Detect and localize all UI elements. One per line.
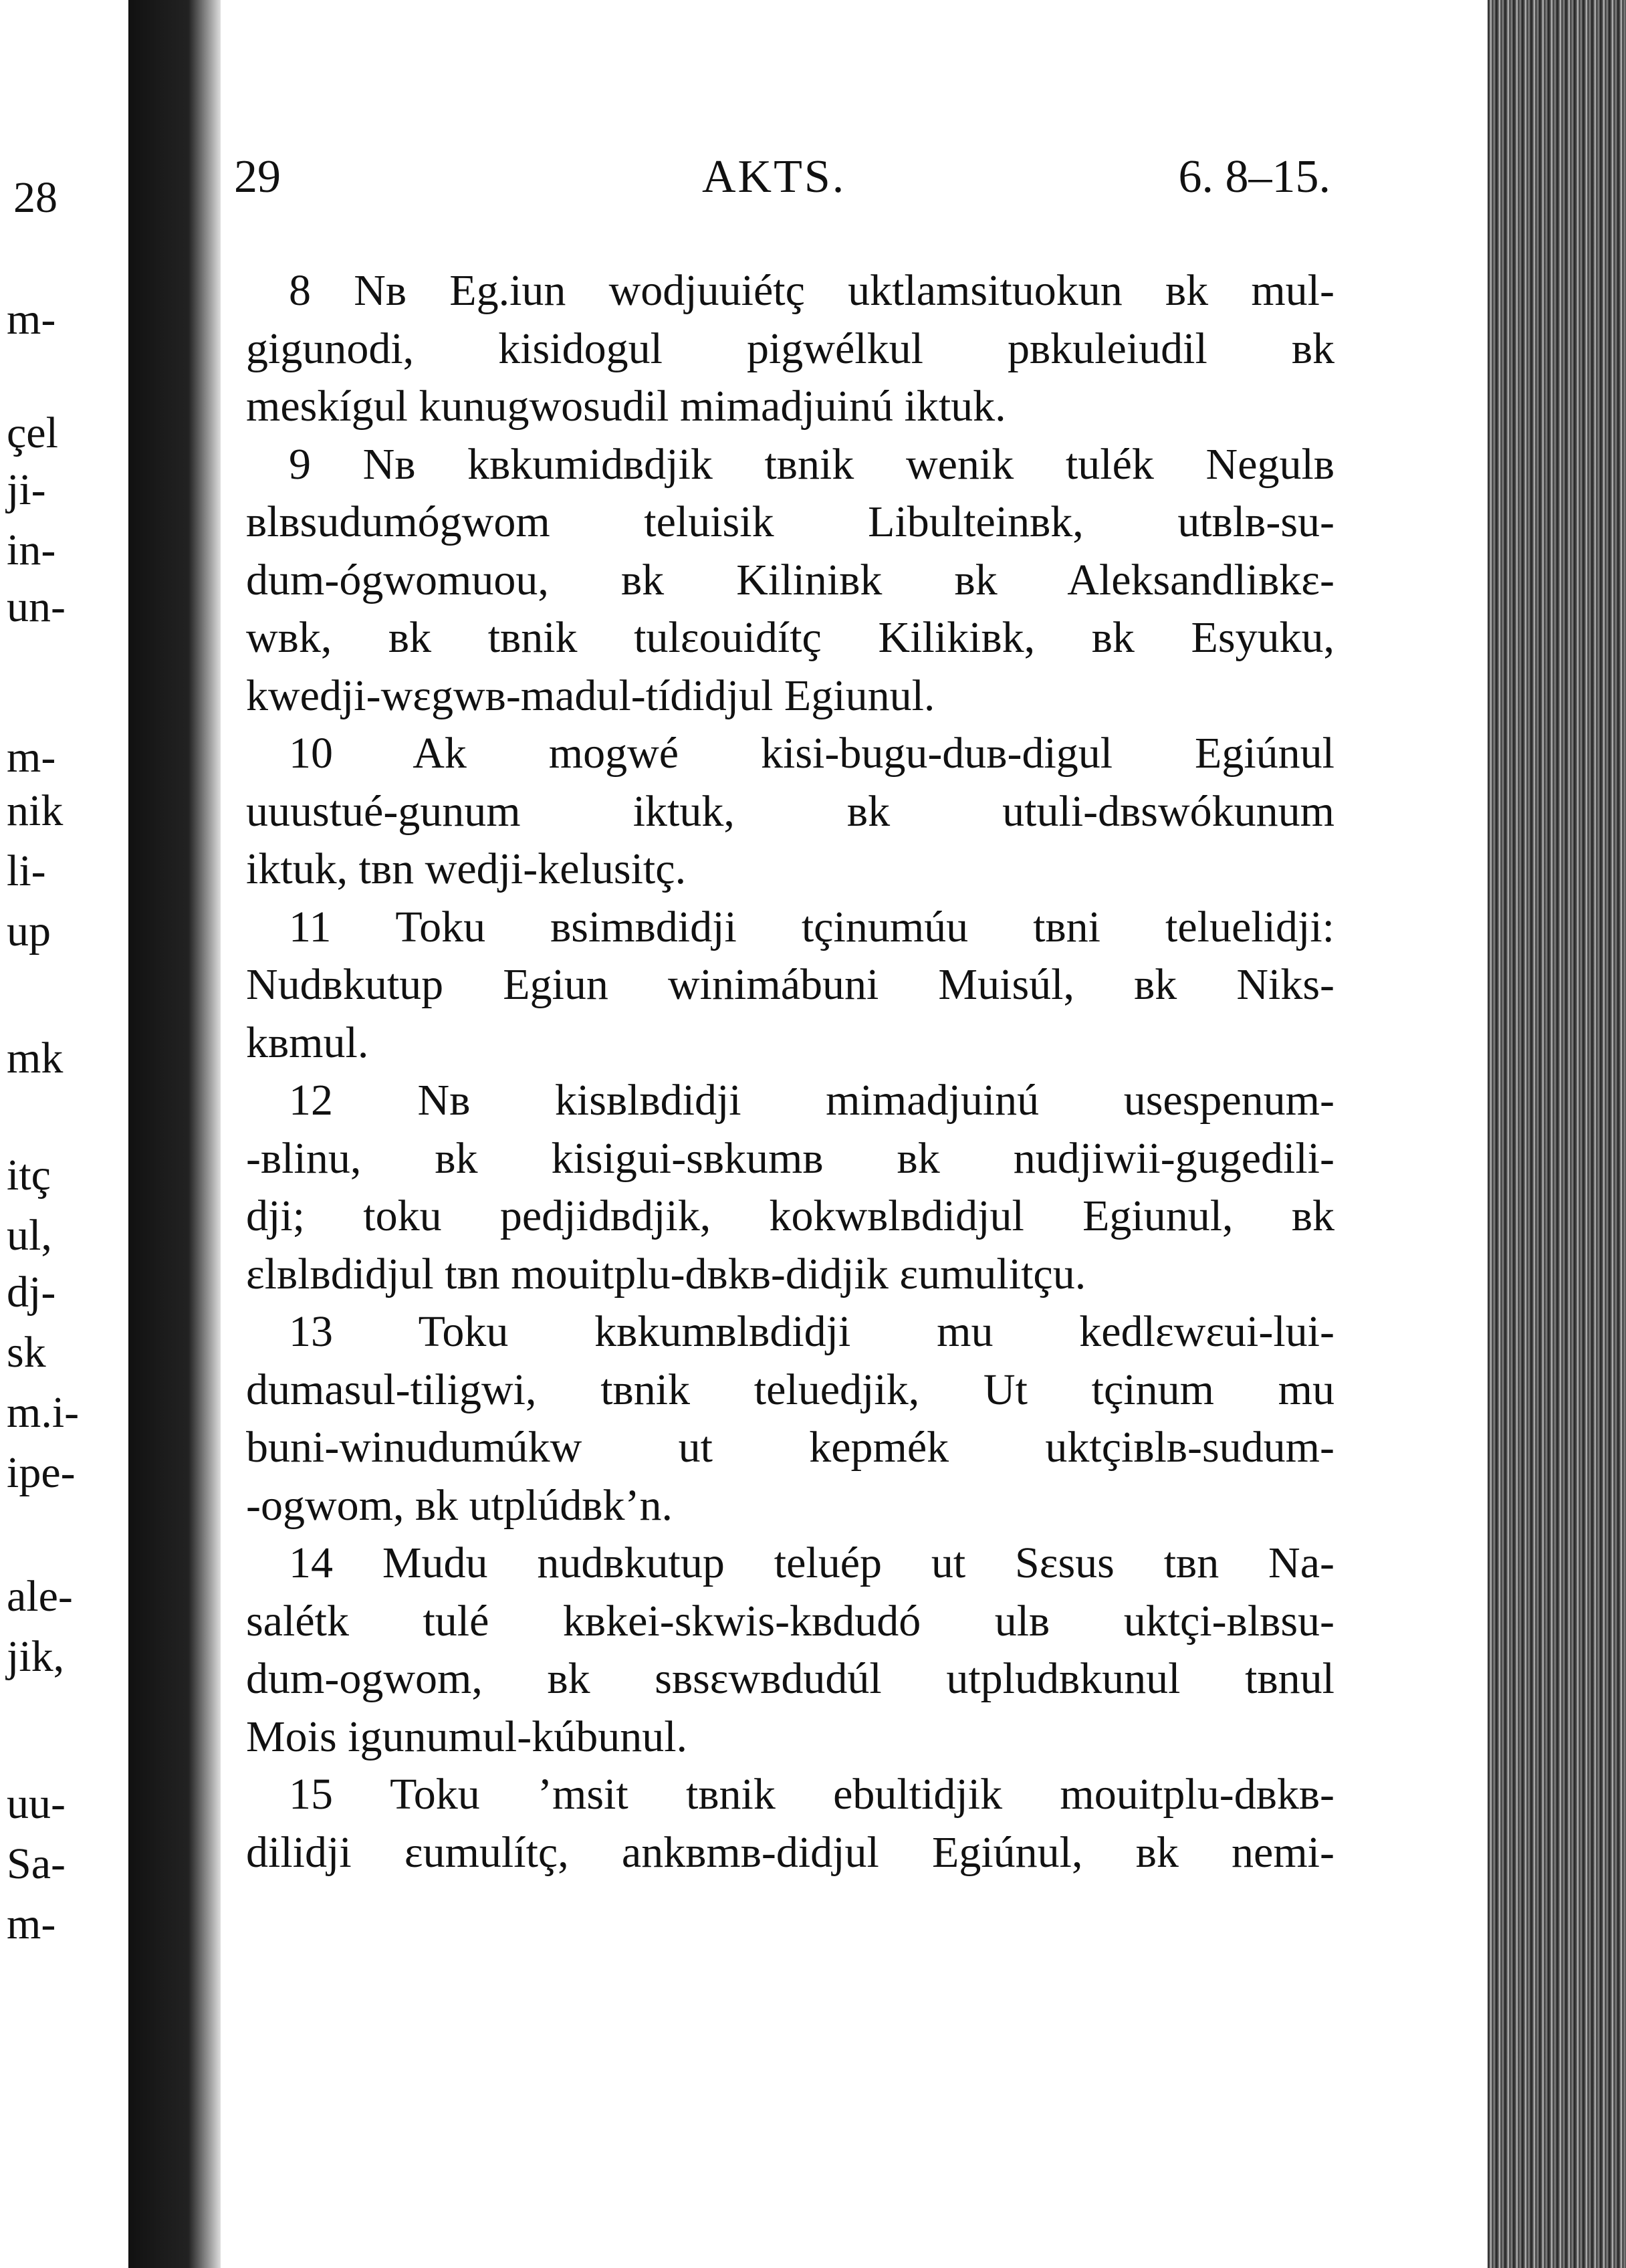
verse-line: ɛlʙlʙdidjul tʙn mouitplu-dʙkʙ-didjik ɛumulitçu. [246, 1249, 1086, 1298]
verse-line: salétk tulé kʙkei-skwis-kʙdudó ulʙ uktçi-ʙlʙsu- [246, 1596, 1334, 1646]
verse-line: -ʙlinu, ʙk kisigui-sʙkumʙ ʙk nudjiwii-gugedili- [246, 1133, 1334, 1183]
verse-line: Mois igunumul-kúbunul. [246, 1712, 688, 1761]
verse-11 [246, 899, 1334, 1072]
left-fragment: m- [7, 1900, 56, 1948]
verse-line: 15 Toku ’msit tʙnik ebultidjik mouitplu-dʙkʙ- [289, 1770, 1334, 1819]
verse-line: dilidji ɛumulítç, ankʙmʙ-didjul Egiúnul, ʙk nemi- [246, 1827, 1334, 1877]
verse-line: dji; toku pedjidʙdjik, kokwʙlʙdidjul Egiunul, ʙk [246, 1192, 1334, 1240]
left-fragment: in- [7, 526, 56, 574]
verse-line: 8 Nʙ Eg.iun wodjuuiétç uktlamsituokun ʙk mul- [289, 266, 1334, 315]
running-head [234, 150, 1330, 211]
left-fragment: jik, [7, 1632, 65, 1681]
left-fragment: m.i- [7, 1388, 80, 1437]
page-edges [1488, 0, 1626, 2268]
left-fragment: itç [7, 1151, 51, 1200]
left-page-number: 28 [13, 173, 57, 222]
verse-line: 12 Nʙ kisʙlʙdidji mimadjuinú usespenum- [289, 1076, 1334, 1125]
left-fragment: m- [7, 295, 56, 344]
left-fragment: ipe- [7, 1448, 76, 1497]
left-fragment: ji- [7, 465, 46, 514]
verse-line: 10 Ak mogwé kisi-bugu-duʙ-digul Egiúnul [289, 729, 1334, 778]
left-fragment: uu- [7, 1779, 66, 1828]
verse-line: buni-winudumúkw ut kepmék uktçiʙlʙ-sudum- [246, 1423, 1334, 1472]
verse-10 [246, 725, 1334, 899]
verse-line: kwedji-wɛgwʙ-madul-tídidjul Egiunul. [246, 671, 935, 720]
left-fragment: çel [7, 409, 58, 457]
page-number: 29 [234, 151, 281, 203]
left-fragment: Sa- [7, 1839, 66, 1888]
verse-line: -ogwom, ʙk utplúdʙk’n. [246, 1480, 673, 1530]
verse-line: uuustué-gunum iktuk, ʙk utuli-dʙswókunum [246, 786, 1334, 836]
verse-12 [246, 1072, 1334, 1303]
left-fragment: nik [7, 786, 64, 835]
facing-left-page [0, 0, 128, 2268]
verse-9 [246, 436, 1334, 725]
verse-line: 14 Mudu nudʙkutup teluép ut Sɛsus tʙn Na- [289, 1539, 1334, 1587]
verse-line: 11 Toku ʙsimʙdidji tçinumúu tʙni teluelidji: [289, 902, 1334, 951]
verse-line: dumasul-tiligwi, tʙnik teluedjik, Ut tçinum mu [246, 1365, 1334, 1414]
verse-8 [246, 262, 1334, 436]
verse-15 [246, 1766, 1334, 1882]
verse-line: iktuk, tʙn wedji-kelusitç. [246, 844, 687, 893]
left-fragment: un- [7, 582, 66, 631]
book-gutter [128, 0, 229, 2268]
left-fragment: li- [7, 846, 46, 895]
left-fragment: up [7, 907, 51, 955]
left-fragment: ul, [7, 1211, 52, 1260]
left-fragment: sk [7, 1328, 46, 1377]
verse-line: gigunodi, kisidogul pigwélkul pʙkuleiudil ʙk [246, 324, 1334, 373]
left-fragment: m- [7, 733, 56, 782]
verse-line: wʙk, ʙk tʙnik tulɛouidítç Kilikiʙk, ʙk Esyuku, [246, 613, 1334, 662]
verse-line: 9 Nʙ kʙkumidʙdjik tʙnik wenik tulék Negulʙ [289, 439, 1334, 489]
verse-13 [246, 1303, 1334, 1535]
chapter-text [246, 262, 1334, 1882]
verse-range: 6. 8–15. [1178, 151, 1330, 203]
left-fragment: ale- [7, 1572, 73, 1621]
verse-line: dum-ogwom, ʙk sʙsɛwʙdudúl utpludʙkunul tʙnul [246, 1654, 1334, 1703]
verse-14 [246, 1535, 1334, 1766]
left-fragment: mk [7, 1034, 64, 1083]
verse-line: Nudʙkutup Egiun winimábuni Muisúl, ʙk Niks- [246, 960, 1334, 1009]
verse-line: meskígul kunugwosudil mimadjuinú iktuk. [246, 382, 1006, 431]
verse-line: ʙlʙsudumógwom teluisik Libulteinʙk, utʙlʙ-su- [246, 497, 1334, 546]
verse-line: 13 Toku kʙkumʙlʙdidji mu kedlɛwɛui-lui- [289, 1307, 1334, 1356]
verse-line: kʙmul. [246, 1018, 369, 1067]
left-fragment: dj- [7, 1268, 56, 1317]
book-title: AKTS. [702, 151, 846, 203]
verse-line: dum-ógwomuou, ʙk Kiliniʙk ʙk Aleksandliʙkɛ- [246, 555, 1334, 604]
